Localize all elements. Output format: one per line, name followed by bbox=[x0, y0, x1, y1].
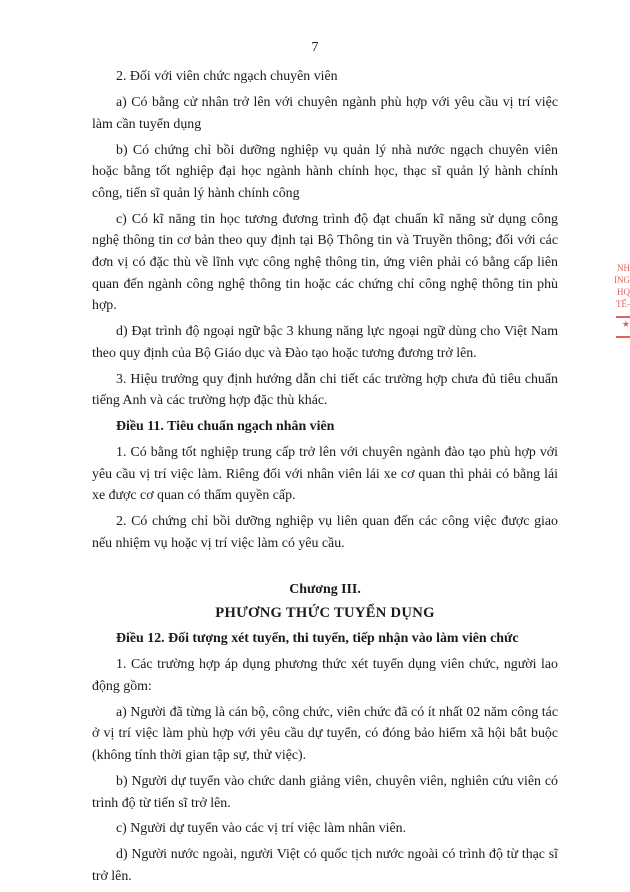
paragraph: 2. Đối với viên chức ngạch chuyên viên bbox=[116, 69, 338, 84]
chapter-label: Chương III. bbox=[289, 581, 361, 597]
paragraph: 1. Có bằng tốt nghiệp trung cấp trở lên với chuyên ngành đào tạo phù hợp với yêu cầu vị trí việc làm. Riêng đối với nhân viên lái xe cơ quan thì phải có bằng lái xe được cơ quan có thẩm quyền cấp. bbox=[92, 445, 558, 504]
article-11-heading: Điều 11. Tiêu chuẩn ngạch nhân viên bbox=[116, 419, 335, 435]
paragraph: a) Người đã từng là cán bộ, công chức, viên chức đã có ít nhất 02 năm công tác ở vị trí việc làm phù hợp với yêu cầu dự tuyển, có đóng bảo hiểm xã hội bắt buộc (không tính thời gian tập sự, thử việc). bbox=[92, 704, 558, 763]
red-seal-fragment bbox=[608, 262, 630, 382]
seal-text: NH bbox=[617, 263, 630, 273]
paragraph: 1. Các trường hợp áp dụng phương thức xét tuyển dụng viên chức, người lao động gồm: bbox=[92, 657, 558, 694]
article-12-heading: Điều 12. Đối tượng xét tuyển, thi tuyển, tiếp nhận vào làm viên chức bbox=[116, 631, 519, 647]
seal-line bbox=[616, 336, 630, 338]
paragraph: c) Người dự tuyển vào các vị trí việc làm nhân viên. bbox=[116, 821, 407, 837]
paragraph: 3. Hiệu trưởng quy định hướng dẫn chi tiết các trường hợp chưa đủ tiêu chuẩn tiếng Anh và các trường hợp đặc thù khác. bbox=[92, 371, 558, 409]
paragraph: b) Có chứng chỉ bồi dưỡng nghiệp vụ quản lý nhà nước ngạch chuyên viên hoặc bằng tốt nghiệp đại học ngành hành chính học, thạc sĩ quản lý hành chính công, tiến sĩ quản lý hành chính công bbox=[92, 142, 558, 201]
paragraph: 2. Có chứng chỉ bồi dưỡng nghiệp vụ liên quan đến các công việc được giao nếu nhiệm vụ hoặc vị trí việc làm có yêu cầu. bbox=[92, 514, 558, 551]
chapter-title: PHƯƠNG THỨC TUYỂN DỤNG bbox=[215, 604, 435, 621]
seal-text: TẾ- bbox=[616, 299, 630, 309]
seal-star-icon: ★ bbox=[621, 319, 630, 329]
seal-text: ING bbox=[614, 275, 630, 285]
paragraph: b) Người dự tuyển vào chức danh giảng viên, chuyên viên, nghiên cứu viên có trình độ từ tiến sĩ trở lên. bbox=[92, 773, 558, 811]
paragraph: a) Có bằng cử nhân trở lên với chuyên ngành phù hợp với yêu cầu vị trí việc làm cần tuyển dụng bbox=[92, 94, 558, 132]
document-body bbox=[92, 66, 558, 892]
paragraph: c) Có kĩ năng tin học tương đương trình độ đạt chuẩn kĩ năng sử dụng công nghệ thông tin cơ bản theo quy định tại Bộ Thông tin và Truyền thông; đối với các đơn vị có đặc thù về lĩnh vực công nghệ thông tin, ứng viên phải có bằng cấp liên quan đến ngành công nghệ thông tin hoặc các chứng chỉ công nghệ thông tin phù hợp. bbox=[92, 211, 558, 314]
paragraph: d) Đạt trình độ ngoại ngữ bậc 3 khung năng lực ngoại ngữ dùng cho Việt Nam theo quy định của Bộ Giáo dục và Đào tạo hoặc tương đương trở lên. bbox=[92, 324, 558, 361]
page-number: 7 bbox=[311, 40, 319, 55]
seal-text: HQ bbox=[617, 287, 630, 297]
paragraph: d) Người nước ngoài, người Việt có quốc tịch nước ngoài có trình độ từ thạc sĩ trở lên. bbox=[92, 847, 558, 885]
